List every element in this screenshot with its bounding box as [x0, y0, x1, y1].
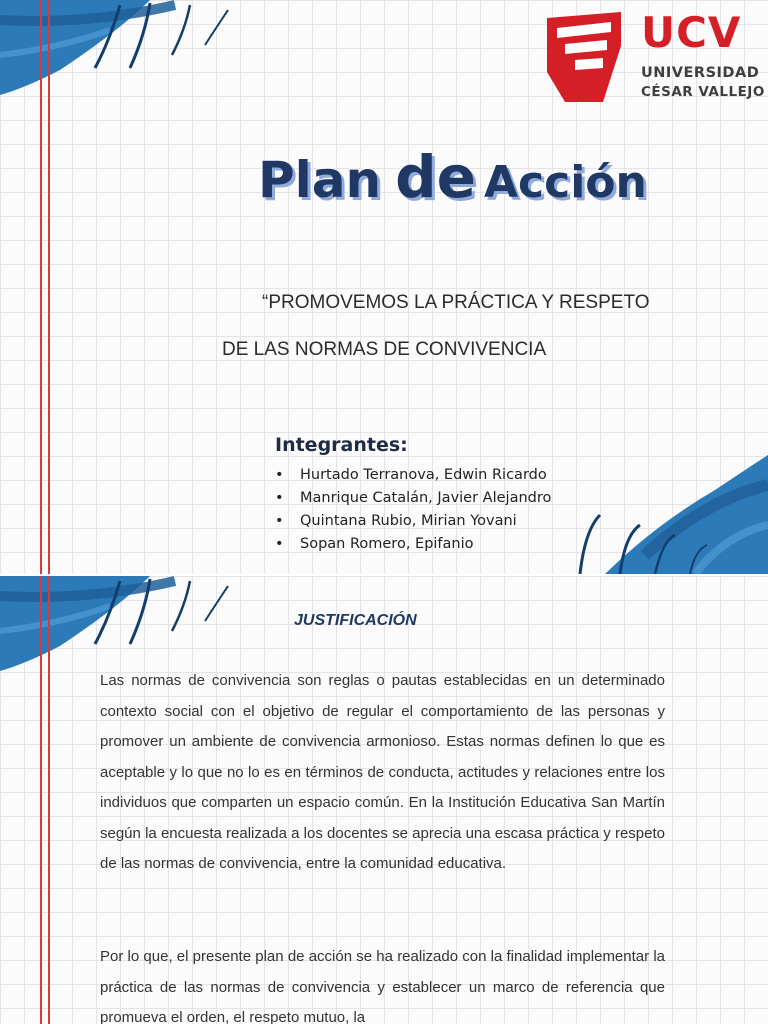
list-item	[275, 464, 551, 487]
integrantes-heading: Integrantes:	[275, 434, 408, 456]
member-name: Manrique Catalán, Javier Alejandro	[300, 490, 552, 506]
list-item	[275, 487, 551, 510]
title-word-accion: Acción	[483, 157, 647, 208]
member-name: Quintana Rubio, Mirian Yovani	[300, 513, 517, 529]
list-item	[275, 533, 551, 556]
justification-paragraph-1: Las normas de convivencia son reglas o pautas establecidas en un determinado contexto social con el objetivo de regular el comportamiento de las personas y promover un ambiente de convivencia armonioso. Estas normas definen lo que es aceptable y lo que no lo es en términos de conducta, actitudes y relaciones entre los individuos que comparten un espacio común. En la Institución Educativa San Martín según la encuesta realizada a los docentes se aprecia una escasa práctica y respeto de las normas de convivencia, entre la comunidad educativa.	[100, 672, 665, 872]
margin-line-left	[40, 576, 42, 1024]
page-title	[258, 143, 647, 211]
margin-line-right	[48, 576, 50, 1024]
ucv-shield-icon	[545, 10, 625, 102]
logo-name: UCV	[641, 8, 742, 57]
title-word-plan: Plan	[258, 151, 382, 209]
justification-paragraph-2: Por lo que, el presente plan de acción se ha realizado con la finalidad implementar la práctica de las normas de convivencia y establecer un marco de referencia que promueva el orden, el respeto mutuo, la	[100, 948, 665, 1024]
logo-line-universidad: UNIVERSIDAD	[641, 65, 760, 81]
brush-stroke-top-left	[0, 576, 240, 676]
brush-stroke-bottom-right	[545, 455, 768, 574]
member-name: Hurtado Terranova, Edwin Ricardo	[300, 467, 547, 483]
margin-line-left	[40, 0, 42, 574]
logo-line-cesar-vallejo: CÉSAR VALLEJO	[641, 84, 765, 100]
bullet-icon: •	[275, 513, 284, 529]
title-word-de: de	[395, 143, 476, 211]
bullet-icon: •	[275, 467, 284, 483]
margin-line-right	[48, 0, 50, 574]
justification-slide	[0, 576, 768, 1024]
bullet-icon: •	[275, 536, 284, 552]
list-item	[275, 510, 551, 533]
subtitle-line-2: DE LAS NORMAS DE CONVIVENCIA	[222, 339, 547, 360]
ucv-logo	[545, 8, 765, 105]
justification-heading: JUSTIFICACIÓN	[294, 612, 417, 629]
subtitle-line-1: “PROMOVEMOS LA PRÁCTICA Y RESPETO	[262, 292, 650, 313]
member-name: Sopan Romero, Epifanio	[300, 536, 474, 552]
brush-stroke-top-left	[0, 0, 240, 100]
integrantes-list	[275, 464, 551, 556]
bullet-icon: •	[275, 490, 284, 506]
